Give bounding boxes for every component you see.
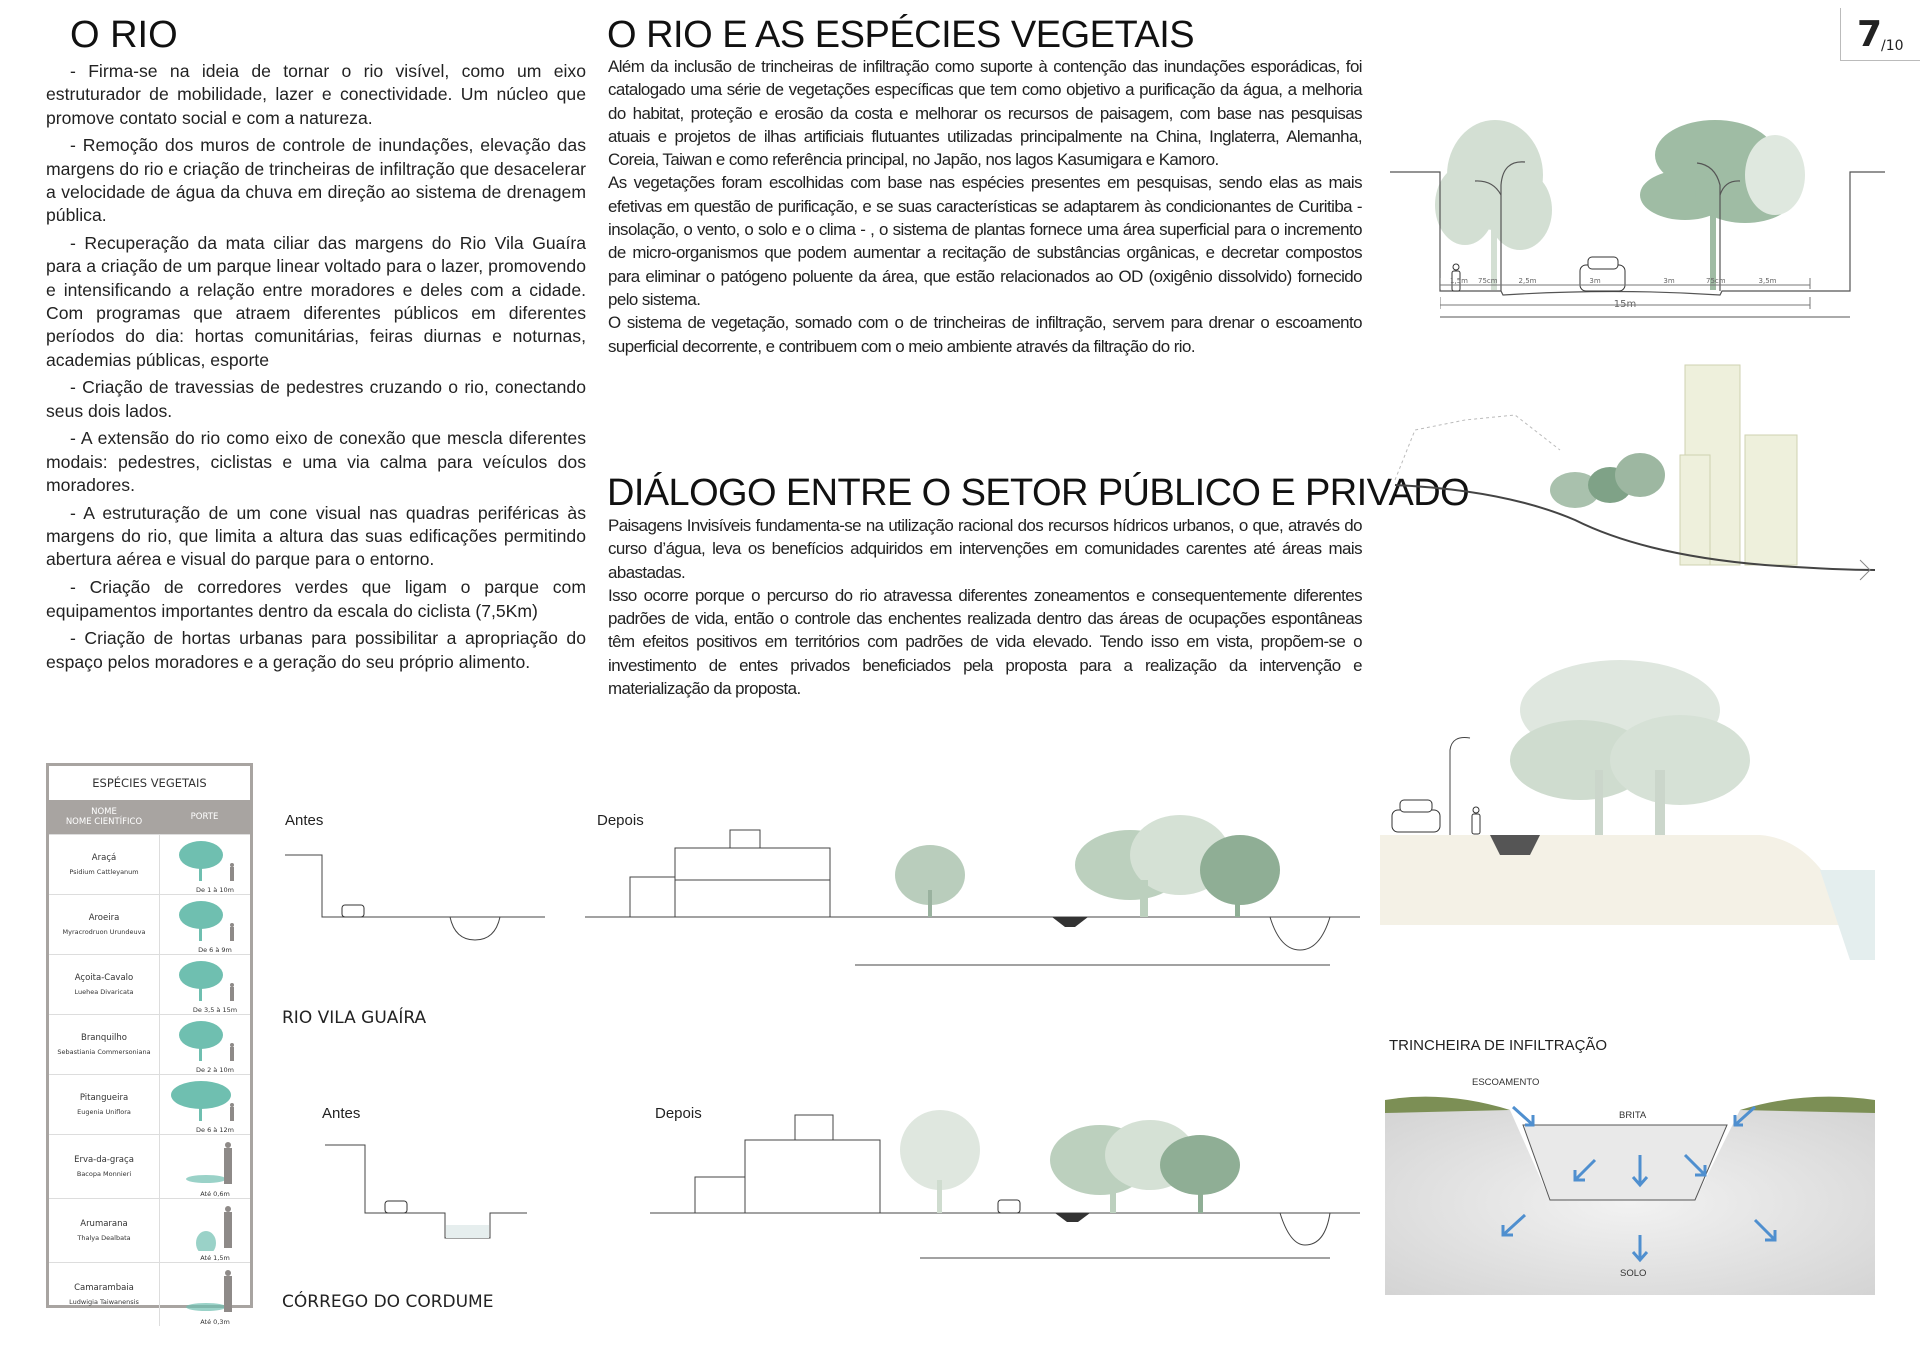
dim-label: 1,5m <box>1450 277 1468 285</box>
cordume-before-label: Antes <box>322 1105 361 1122</box>
species-row <box>49 834 250 894</box>
species-row <box>49 1198 250 1262</box>
plant-silhouette-icon <box>166 1265 246 1315</box>
section-title-dialogo: DIÁLOGO ENTRE O SETOR PÚBLICO E PRIVADO <box>607 472 1470 514</box>
paragraph: - Criação de corredores verdes que ligam o parque com equipamentos importantes dentro da escala do ciclista (7,5Km) <box>46 577 586 621</box>
buildings <box>1680 365 1797 565</box>
species-scientific-name: Eugenia Uniflora <box>77 1108 131 1116</box>
plant-silhouette-icon <box>166 1017 246 1067</box>
vila-guaira-section-drawing <box>280 800 1370 975</box>
before-ground <box>325 1145 527 1238</box>
car-icon <box>342 905 364 917</box>
species-size-cell <box>160 895 250 954</box>
header-sci-label: NOME CIENTÍFICO <box>65 817 143 827</box>
dim-label: 2,5m <box>1518 277 1537 285</box>
dim-label: 3m <box>1589 277 1601 285</box>
paragraph: Além da inclusão de trincheiras de infiltração como suporte à contenção das inundações esporádicas, foi catalogado uma série de vegetações específicas que tem como objetivo a purificação da água, a melhoria do habitat, proteção e erosão da costa e melhorar os recursos de paisagem, com base nas pesquisas atuais e projetos de ilhas artificiais flutuantes utilizadas principalmente na China, Inglaterra, Alemanha, Coreia, Taiwan e como referência principal, no Japão, nos lagos Kasumigara e Kamoro. <box>608 57 1362 170</box>
species-name-cell <box>49 1263 160 1326</box>
paragraph: Isso ocorre porque o percurso do rio atravessa diferentes zoneamentos e consequentemente diferentes padrões de vida, então o controle das enchentes realizada dentro das áreas de ocupações espontâneas têm efeitos positivos em territórios com padrões de vida elevado. Tendo isso em vista, propõem-se o investimento de entes privados beneficiados pela proposta para a realização da intervenção e materialização da proposta. <box>608 585 1362 699</box>
cordume-after-label: Depois <box>655 1105 702 1122</box>
species-row <box>49 1014 250 1074</box>
species-table <box>46 763 253 1326</box>
vila-guaira-before-label: Antes <box>285 812 324 829</box>
page-number <box>1840 8 1920 61</box>
trench-icon <box>1055 1213 1090 1222</box>
species-size: Até 0,3m <box>200 1318 230 1326</box>
species-scientific-name: Myracrodruon Urundeuva <box>62 928 146 936</box>
species-size: De 6 à 9m <box>198 946 232 954</box>
after-river <box>1270 917 1330 950</box>
o-rio-text <box>46 60 586 678</box>
species-size-cell <box>160 1263 250 1326</box>
species-scientific-name: Thalya Dealbata <box>77 1234 131 1242</box>
plant-silhouette-icon <box>166 897 246 947</box>
street-dimensions <box>1440 275 1850 315</box>
section-title-o-rio: O RIO <box>70 14 178 56</box>
trench-icon <box>1052 917 1088 927</box>
dim-label: 3,5m <box>1758 277 1777 285</box>
landscape-section-drawing <box>1385 360 1885 590</box>
species-name-cell <box>49 1135 160 1198</box>
plant-silhouette-icon <box>166 1137 246 1187</box>
species-size: De 6 à 12m <box>196 1126 234 1134</box>
after-river <box>1280 1213 1330 1245</box>
before-river <box>450 917 500 940</box>
species-size: De 3,5 à 15m <box>192 1006 238 1014</box>
gravel <box>1523 1125 1727 1200</box>
species-name-cell <box>49 1015 160 1074</box>
species-table-title: ESPÉCIES VEGETAIS <box>92 776 207 790</box>
species-size-cell <box>160 1015 250 1074</box>
species-scientific-name: Sebastiania Commersoniana <box>57 1048 151 1056</box>
species-size-cell <box>160 835 250 894</box>
species-size: Até 1,5m <box>200 1254 230 1262</box>
paragraph: O sistema de vegetação, somado com o de trincheiras de infiltração, servem para drenar o escoamento superficial decorrente, e contribuem com o meio ambiente através da filtração do rio. <box>608 313 1362 356</box>
species-table-header <box>49 800 250 834</box>
trench-label-gravel: BRITA <box>1619 1110 1647 1121</box>
trench-label-soil: SOLO <box>1620 1268 1647 1279</box>
dim-label: 75cm <box>1478 277 1498 285</box>
plant-silhouette-icon <box>166 957 246 1007</box>
paragraph: - Firma-se na ideia de tornar o rio visível, como um eixo estruturador de mobilidade, lazer e conectividade. Um núcleo que promove contato social e com a natureza. <box>46 61 586 128</box>
vila-guaira-caption: RIO VILA GUAÍRA <box>282 1008 427 1028</box>
before-ground <box>285 855 545 917</box>
trees <box>1550 453 1665 508</box>
paragraph: Paisagens Invisíveis fundamenta-se na utilização racional dos recursos hídricos urbanos, o que, através do curso d’água, leva os benefícios adquiridos em intervenções em comunidades carentes até áreas mais abastadas. <box>608 516 1362 582</box>
species-name: Aroeira <box>88 913 120 923</box>
species-scientific-name: Bacopa Monnieri <box>76 1170 132 1178</box>
header-size: PORTE <box>190 812 219 822</box>
species-scientific-name: Psidium Cattleyanum <box>69 868 139 876</box>
canopy-structure <box>1395 415 1560 480</box>
species-name-cell <box>49 955 160 1014</box>
dialogo-text <box>608 514 1362 700</box>
species-size-cell <box>160 955 250 1014</box>
vila-guaira-after-label: Depois <box>597 812 644 829</box>
park-section-drawing <box>1380 650 1880 970</box>
tree-left <box>1435 120 1552 290</box>
species-scientific-name: Luehea Divaricata <box>74 988 134 996</box>
species-scientific-name: Ludwigia Taiwanensis <box>69 1298 139 1306</box>
cordume-section-drawing <box>320 1100 1370 1270</box>
species-name: Erva-da-graça <box>74 1155 134 1165</box>
species-row <box>49 1262 250 1326</box>
trees <box>900 1110 1240 1213</box>
species-row <box>49 954 250 1014</box>
plant-silhouette-icon <box>166 1077 246 1127</box>
species-name-cell <box>49 835 160 894</box>
dim-label: 75cm <box>1706 277 1726 285</box>
car-icon <box>385 1200 1020 1213</box>
terrain-line <box>1395 485 1875 570</box>
paragraph: - Criação de hortas urbanas para possibilitar a apropriação do espaço pelos moradores e a geração do seu próprio alimento. <box>46 628 586 672</box>
plant-silhouette-icon <box>166 1201 246 1251</box>
building <box>630 830 830 917</box>
species-name-cell <box>49 1199 160 1262</box>
header-name-label: NOME <box>91 807 117 817</box>
trees <box>1510 660 1750 840</box>
species-name: Branquilho <box>80 1033 127 1043</box>
tree-right <box>1640 120 1805 290</box>
species-name: Araçá <box>91 853 117 863</box>
section-title-especies: O RIO E AS ESPÉCIES VEGETAIS <box>607 14 1195 56</box>
plant-silhouette-icon <box>166 837 246 887</box>
paragraph: - Criação de travessias de pedestres cruzando o rio, conectando seus dois lados. <box>46 377 586 421</box>
trees <box>895 815 1280 917</box>
species-size-cell <box>160 1075 250 1134</box>
species-name: Pitangueira <box>79 1093 129 1103</box>
cordume-caption: CÓRREGO DO CORDUME <box>282 1292 494 1312</box>
paragraph: - Remoção dos muros de controle de inundações, elevação das margens do rio e criação de trincheiras de infiltração que desacelerar a velocidade de água da chuva em direção ao sistema de drenagem pública. <box>46 135 586 226</box>
species-size-cell <box>160 1199 250 1262</box>
especies-text <box>608 55 1362 358</box>
dim-label: 3m <box>1663 277 1675 285</box>
species-name-cell <box>49 1075 160 1134</box>
species-row <box>49 1074 250 1134</box>
street-lamp <box>1450 738 1470 836</box>
trench-label-runoff: ESCOAMENTO <box>1472 1077 1540 1088</box>
species-size: Até 0,6m <box>200 1190 230 1198</box>
before-water <box>446 1225 489 1238</box>
building <box>695 1115 880 1213</box>
person-icon <box>1472 807 1480 834</box>
species-name: Camarambaia <box>74 1283 134 1293</box>
species-row <box>49 894 250 954</box>
dim-total: 15m <box>1613 299 1637 310</box>
paragraph: As vegetações foram escolhidas com base nas espécies presentes em pesquisas, sendo elas as mais efetivas em questão de purificação, e se suas características se adaptarem às condicionantes de Curitiba - insolação, o vento, o solo e o clima - , o sistema de plantas fornece uma área superficial para o incremento de micro-organismos que podem aumentar a recitação de substâncias orgânicas, e decretar compostos para eliminar o patógeno poluente da área, que estão relacionados ao OD (oxigênio dissolvido) fornecido pelo sistema. <box>608 173 1362 309</box>
paragraph: - A extensão do rio como eixo de conexão que mescla diferentes modais: pedestres, ciclistas e uma via calma para veículos dos moradores. <box>46 428 586 496</box>
species-name: Arumarana <box>80 1219 128 1229</box>
page-current: 7 <box>1857 14 1883 55</box>
species-row <box>49 1134 250 1198</box>
species-size-cell <box>160 1135 250 1198</box>
header-name <box>49 800 159 834</box>
trench-title: TRINCHEIRA DE INFILTRAÇÃO <box>1389 1037 1608 1054</box>
embankment <box>1380 835 1850 925</box>
species-name-cell <box>49 895 160 954</box>
car-icon <box>1392 800 1440 832</box>
species-size: De 1 à 10m <box>196 886 234 894</box>
paragraph: - Recuperação da mata ciliar das margens do Rio Vila Guaíra para a criação de um parque linear voltado para o lazer, promovendo e intensificando a relação entre moradores e deles com a cidade. Com programas que atraem diferentes públicos em diferentes períodos do dia: hortas comunitárias, feiras diurnas e noturnas, academias públicas, esporte <box>46 233 586 370</box>
page-total: /10 <box>1881 38 1904 54</box>
species-size: De 2 à 10m <box>196 1066 234 1074</box>
species-name: Açoita-Cavalo <box>74 973 134 983</box>
paragraph: - A estruturação de um cone visual nas quadras periféricas às margens do rio, que limita a altura das suas edificações permitindo abertura aérea e visual do parque para o entorno. <box>46 502 586 570</box>
